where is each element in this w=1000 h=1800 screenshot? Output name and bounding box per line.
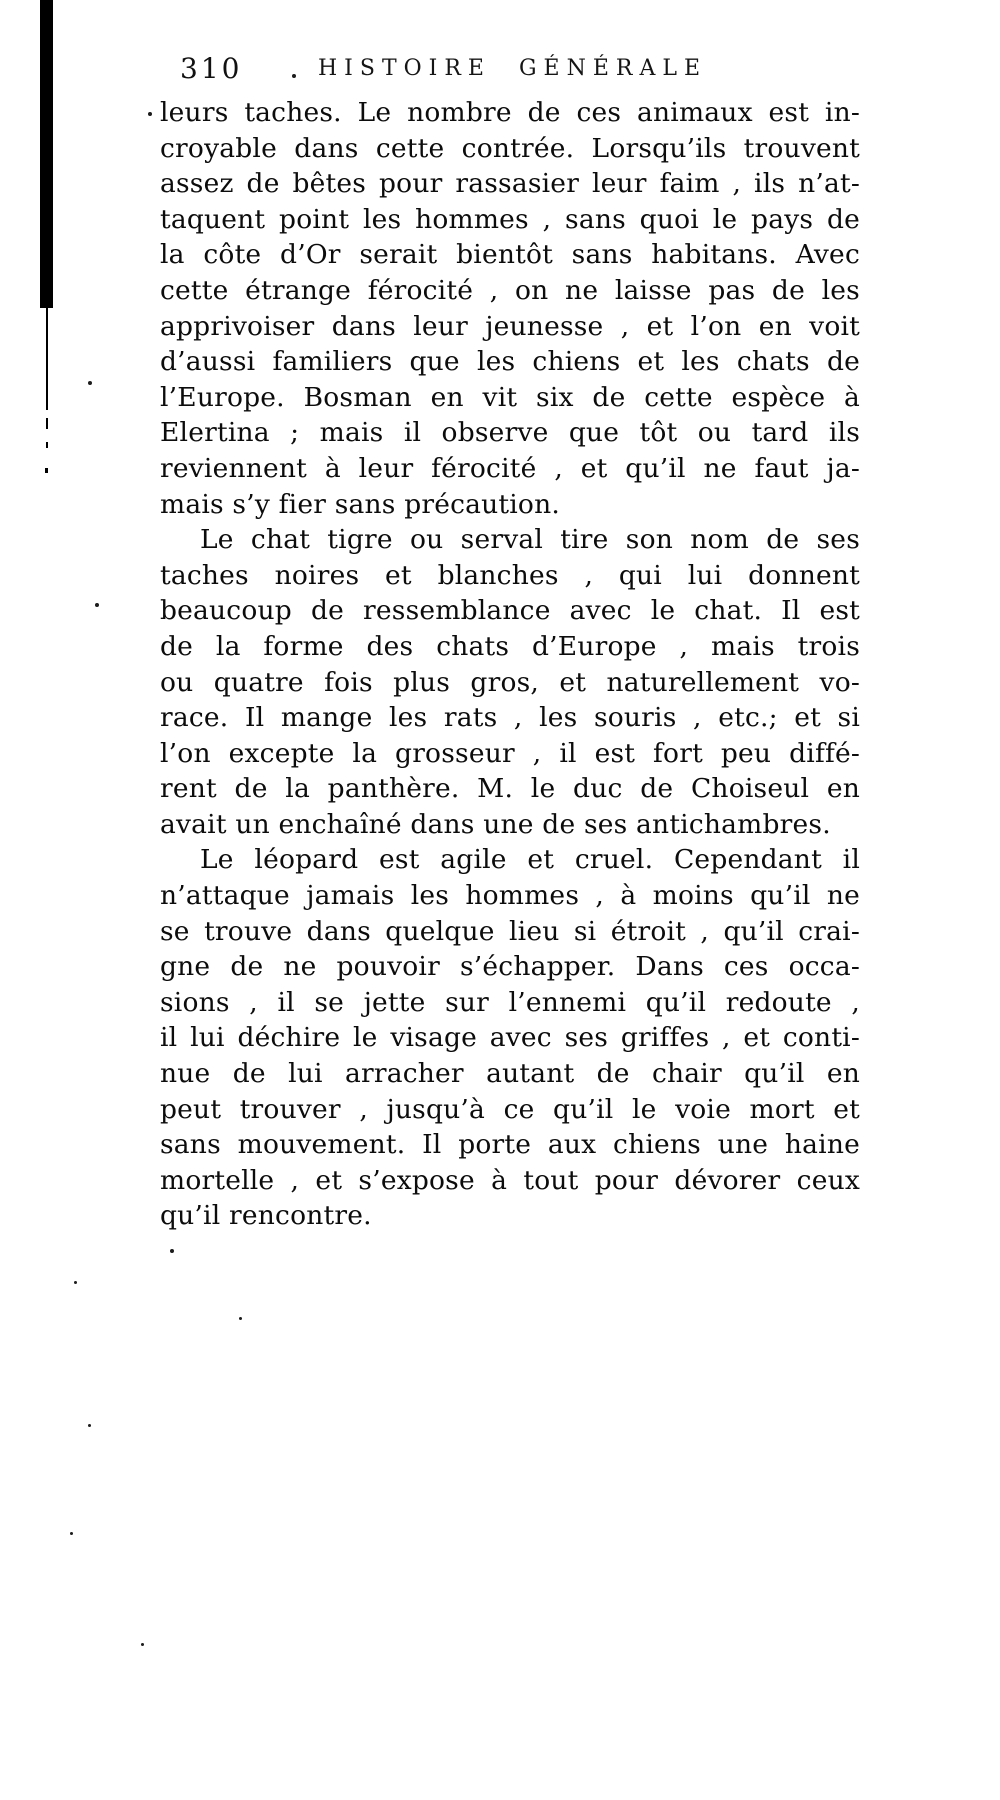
paragraph xyxy=(160,842,860,1234)
text-line: leurs taches. Le nombre de ces animaux est in- xyxy=(160,97,860,128)
running-title: HISTOIRE GÉNÉRALE xyxy=(318,56,708,81)
running-head xyxy=(0,52,1000,92)
text-line: se trouve dans quelque lieu si étroit , qu’il crai- xyxy=(160,915,860,947)
scan-speck xyxy=(170,1249,174,1253)
scan-speck xyxy=(95,603,99,607)
text-line: cette étrange férocité , on ne laisse pas de les xyxy=(160,274,860,306)
scan-speck xyxy=(88,1424,91,1427)
scan-speck xyxy=(88,381,92,385)
text-line: rent de la panthère. M. le duc de Choiseul en xyxy=(160,773,860,805)
text-line: taquent point les hommes , sans quoi le pays de xyxy=(160,203,860,235)
text-line: Le chat tigre ou serval tire son nom de ses xyxy=(200,524,860,556)
scan-speck xyxy=(148,112,152,116)
binding-shadow-line xyxy=(46,306,48,410)
text-line: peut trouver , jusqu’à ce qu’il le voie mort et xyxy=(160,1093,860,1125)
scan-speck xyxy=(141,1643,144,1646)
binding-shadow-bar xyxy=(40,0,53,308)
text-line: assez de bêtes pour rassasier leur faim , ils n’at- xyxy=(160,168,860,200)
text-line: il lui déchire le visage avec ses griffes , et conti- xyxy=(160,1022,860,1054)
text-line: d’aussi familiers que les chiens et les chats de xyxy=(160,346,860,378)
text-line: reviennent à leur férocité , et qu’il ne faut ja- xyxy=(160,452,860,484)
text-line: la côte d’Or serait bientôt sans habitans. Avec xyxy=(160,239,860,271)
text-line: n’attaque jamais les hommes , à moins qu’il ne xyxy=(160,880,860,912)
text-line: apprivoiser dans leur jeunesse , et l’on en voit xyxy=(160,310,860,342)
scan-speck xyxy=(239,1317,242,1320)
text-line: race. Il mange les rats , les souris , etc.; et si xyxy=(160,702,860,734)
text-line: mortelle , et s’expose à tout pour dévorer ceux xyxy=(160,1164,860,1196)
text-line: nue de lui arracher autant de chair qu’il en xyxy=(160,1058,860,1090)
text-line: taches noires et blanches , qui lui donnent xyxy=(160,559,860,591)
text-line: Elertina ; mais il observe que tôt ou tard ils xyxy=(160,417,860,449)
text-line: qu’il rencontre. xyxy=(160,1200,372,1232)
text-line: de la forme des chats d’Europe , mais trois xyxy=(160,630,860,662)
text-line: gne de ne pouvoir s’échapper. Dans ces occa- xyxy=(160,951,860,983)
text-line: l’on excepte la grosseur , il est fort peu diffé- xyxy=(160,737,860,769)
text-block xyxy=(160,95,860,1234)
text-line: sans mouvement. Il porte aux chiens une haine xyxy=(160,1129,860,1161)
scan-artifact xyxy=(46,418,48,429)
text-line: ou quatre fois plus gros, et naturellement vo- xyxy=(160,666,860,698)
text-line: sions , il se jette sur l’ennemi qu’il redoute , xyxy=(160,986,860,1018)
text-line: croyable dans cette contrée. Lorsqu’ils trouvent xyxy=(160,132,860,164)
text-line: beaucoup de ressemblance avec le chat. Il est xyxy=(160,595,860,627)
scan-speck xyxy=(70,1532,73,1535)
scan-speck xyxy=(74,1281,77,1284)
text-line: mais s’y fier sans précaution. xyxy=(160,488,560,520)
paragraph xyxy=(160,522,860,842)
scan-artifact xyxy=(45,468,48,473)
scan-artifact xyxy=(46,442,48,448)
paragraph xyxy=(160,95,860,522)
text-line: avait un enchaîné dans une de ses antichambres. xyxy=(160,808,831,840)
text-line: Le léopard est agile et cruel. Cependant il xyxy=(200,844,860,876)
text-line: l’Europe. Bosman en vit six de cette espèce à xyxy=(160,381,860,413)
page-number: 310 xyxy=(180,52,243,85)
